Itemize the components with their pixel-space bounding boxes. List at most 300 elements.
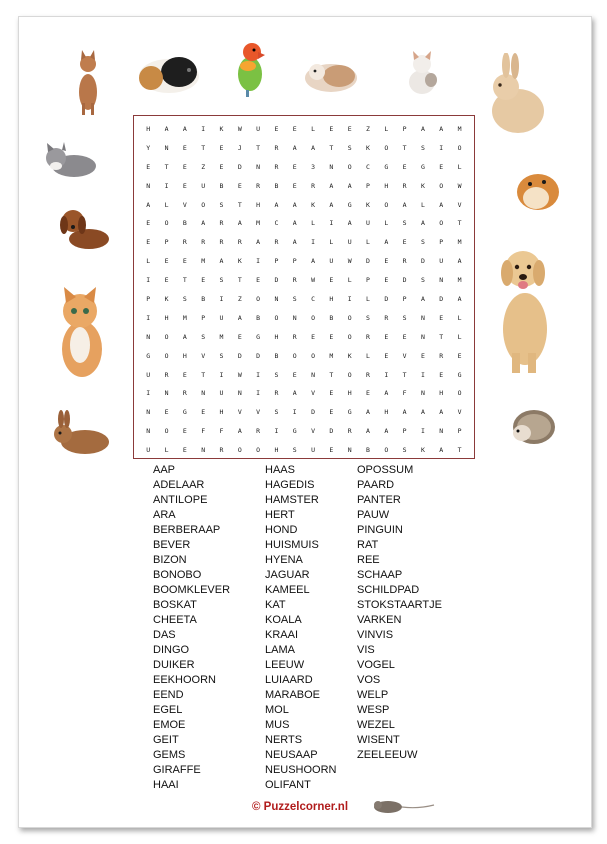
word-list-item: VARKEN (357, 614, 402, 626)
grid-letter: E (237, 332, 242, 341)
grid-letter: V (237, 408, 242, 417)
grid-letter: R (402, 257, 407, 266)
word-list-item: ZEELEEUW (357, 749, 418, 761)
grid-letter: S (219, 200, 224, 209)
word-list-item: VOS (357, 674, 381, 686)
grid-letter: R (439, 351, 444, 360)
word-list-item: VIS (357, 644, 375, 656)
grid-letter: E (347, 125, 352, 133)
grid-letter: L (366, 238, 370, 247)
grid-letter: O (384, 200, 389, 209)
grid-letter: H (256, 200, 261, 209)
word-list-item: ADELAAR (153, 479, 205, 491)
grid-letter: T (329, 143, 334, 152)
grid-letter: K (366, 143, 370, 152)
grid-letter: O (256, 295, 261, 304)
word-list-item: REE (357, 554, 380, 566)
grid-letter: R (366, 332, 370, 341)
grid-row (140, 290, 468, 309)
grid-letter: A (237, 219, 242, 228)
grid-letter: I (384, 370, 389, 379)
grid-letter: S (219, 351, 224, 360)
grid-letter: T (457, 219, 462, 228)
grid-letter: H (384, 181, 389, 190)
grid-letter: L (457, 162, 462, 171)
grid-letter: E (146, 219, 151, 228)
grid-letter: E (366, 389, 370, 398)
grid-letter: L (366, 295, 370, 304)
grid-letter: I (274, 427, 279, 436)
grid-letter: N (146, 427, 151, 436)
grid-letter: R (366, 370, 370, 379)
grid-letter: H (439, 389, 444, 398)
grid-letter: D (329, 427, 334, 436)
word-list-item: WEZEL (357, 719, 395, 731)
grid-letter: A (274, 200, 279, 209)
grid-letter: S (274, 370, 279, 379)
grid-letter: A (384, 238, 389, 247)
grid-letter: G (292, 427, 297, 436)
grid-letter: N (146, 408, 151, 417)
grid-letter: D (420, 257, 425, 266)
grid-letter: N (292, 313, 297, 322)
kitten-orange-picture (52, 285, 110, 385)
grid-row (140, 214, 468, 233)
grid-letter: E (201, 408, 206, 417)
grid-letter: E (402, 162, 407, 171)
grid-letter: D (237, 162, 242, 171)
grid-letter: U (201, 181, 206, 190)
grid-letter: K (420, 181, 425, 190)
grid-row (140, 309, 468, 328)
grid-letter: L (457, 313, 462, 322)
grid-letter: E (146, 238, 151, 247)
grid-letter: L (311, 125, 316, 133)
grid-row (140, 196, 468, 215)
grid-letter: A (457, 295, 462, 304)
puppy-dachshund-picture (55, 205, 113, 253)
grid-letter: E (256, 276, 261, 285)
rabbit-sitting-picture (482, 53, 548, 137)
grid-letter: E (329, 446, 334, 455)
word-list-item: HAGEDIS (265, 479, 315, 491)
word-list-item: HAAI (153, 779, 179, 791)
grid-letter: G (256, 332, 261, 341)
grid-letter: B (201, 295, 206, 304)
grid-letter: N (164, 143, 169, 152)
word-list-item: WISENT (357, 734, 400, 746)
grid-letter: M (182, 313, 187, 322)
grid-letter: P (402, 427, 407, 436)
word-list-item: GIRAFFE (153, 764, 201, 776)
grid-letter: S (402, 219, 407, 228)
grid-letter: K (311, 200, 316, 209)
grid-letter: M (457, 276, 462, 285)
word-list-item: VOGEL (357, 659, 395, 671)
grid-letter: N (420, 313, 425, 322)
grid-letter: A (201, 219, 206, 228)
grid-letter: U (329, 257, 334, 266)
word-list-item: WESP (357, 704, 390, 716)
grid-letter: E (182, 446, 187, 455)
grid-letter: E (182, 162, 187, 171)
grid-row (140, 328, 468, 347)
grid-letter: F (219, 427, 224, 436)
word-list-item: WELP (357, 689, 389, 701)
grid-letter: H (384, 408, 389, 417)
grid-letter: O (256, 446, 261, 455)
word-list-item: HYENA (265, 554, 303, 566)
grid-letter: O (164, 332, 169, 341)
grid-letter: A (292, 200, 297, 209)
grid-letter: E (146, 162, 151, 171)
grid-letter: E (402, 332, 407, 341)
grid-letter: A (146, 200, 151, 209)
grid-letter: L (384, 125, 389, 133)
grid-letter: E (274, 125, 279, 133)
grid-letter: S (366, 313, 370, 322)
grid-letter: A (439, 408, 444, 417)
word-list-item: LEEUW (265, 659, 305, 671)
grid-letter: A (256, 238, 261, 247)
grid-letter: T (182, 276, 187, 285)
grid-letter: E (182, 181, 187, 190)
grid-letter: K (347, 351, 352, 360)
grid-letter: I (256, 370, 261, 379)
grid-letter: I (347, 295, 352, 304)
grid-letter: N (274, 295, 279, 304)
grid-letter: G (347, 408, 352, 417)
grid-letter: E (457, 351, 462, 360)
cat-abyssinian-picture (70, 48, 106, 116)
grid-letter: A (237, 313, 242, 322)
grid-letter: G (182, 408, 187, 417)
grid-letter: P (164, 238, 169, 247)
grid-letter: L (347, 276, 352, 285)
grid-letter: S (402, 446, 407, 455)
grid-row (140, 403, 468, 422)
grid-letter: H (329, 295, 334, 304)
mouse-picture (370, 795, 436, 815)
grid-letter: S (182, 295, 187, 304)
word-list-item: BEVER (153, 539, 191, 551)
grid-letter: A (439, 200, 444, 209)
grid-letter: N (201, 389, 206, 398)
grid-letter: O (164, 427, 169, 436)
word-list-item: EEKHOORN (153, 674, 216, 686)
grid-letter: E (439, 162, 444, 171)
grid-letter: S (292, 446, 297, 455)
grid-row (140, 252, 468, 271)
grid-letter: N (146, 332, 151, 341)
grid-letter: P (439, 238, 444, 247)
grid-letter: H (347, 389, 352, 398)
grid-row (140, 271, 468, 290)
grid-letter: O (164, 351, 169, 360)
word-list-item: GEMS (153, 749, 186, 761)
grid-letter: A (402, 408, 407, 417)
grid-letter: N (201, 446, 206, 455)
grid-letter: V (457, 200, 462, 209)
grid-letter: R (292, 276, 297, 285)
word-list-item: PAUW (357, 509, 390, 521)
grid-letter: I (420, 427, 425, 436)
grid-row (140, 139, 468, 158)
grid-letter: E (402, 238, 407, 247)
hedgehog-picture (508, 405, 556, 447)
grid-letter: O (439, 219, 444, 228)
grid-letter: H (219, 408, 224, 417)
grid-letter: A (384, 427, 389, 436)
word-list-item: NERTS (265, 734, 303, 746)
word-list-item: DAS (153, 629, 176, 641)
grid-letter: C (274, 219, 279, 228)
grid-letter: E (384, 351, 389, 360)
word-list-item: CHEETA (153, 614, 197, 626)
word-list-item: BOSKAT (153, 599, 197, 611)
grid-letter: M (457, 238, 462, 247)
grid-letter: E (329, 332, 334, 341)
grid-row (140, 441, 468, 460)
grid-letter: A (439, 125, 444, 133)
grid-letter: N (420, 332, 425, 341)
grid-letter: O (347, 162, 352, 171)
grid-letter: R (402, 181, 407, 190)
grid-letter: T (201, 370, 206, 379)
grid-letter: H (274, 332, 279, 341)
grid-letter: W (347, 257, 352, 266)
grid-letter: O (237, 446, 242, 455)
word-list-item: VINVIS (357, 629, 394, 641)
grid-letter: O (384, 143, 389, 152)
word-list-item: MUS (265, 719, 290, 731)
letter-grid (140, 120, 468, 460)
grid-letter: K (366, 200, 370, 209)
grid-letter: S (274, 408, 279, 417)
grid-letter: D (237, 351, 242, 360)
grid-letter: I (311, 238, 316, 247)
grid-letter: S (347, 143, 352, 152)
grid-letter: E (292, 162, 297, 171)
grid-letter: N (329, 162, 334, 171)
grid-letter: P (366, 276, 370, 285)
grid-letter: O (164, 219, 169, 228)
grid-letter: G (420, 162, 425, 171)
grid-letter: P (366, 181, 370, 190)
grid-letter: L (164, 446, 169, 455)
grid-letter: I (146, 313, 151, 322)
grid-letter: E (292, 181, 297, 190)
word-list-item: HERT (265, 509, 295, 521)
grid-letter: B (366, 446, 370, 455)
grid-letter: P (146, 295, 151, 304)
grid-letter: 3 (311, 162, 316, 171)
grid-letter: A (329, 181, 334, 190)
word-list-item: NEUSAAP (265, 749, 318, 761)
word-list-item: PINGUIN (357, 524, 403, 536)
grid-letter: D (402, 276, 407, 285)
grid-letter: I (292, 408, 297, 417)
grid-letter: T (237, 276, 242, 285)
grid-letter: G (146, 351, 151, 360)
grid-letter: V (311, 427, 316, 436)
grid-letter: L (311, 219, 316, 228)
grid-letter: N (347, 446, 352, 455)
hamster-longhair-picture (303, 56, 359, 94)
word-list-item: HAMSTER (265, 494, 319, 506)
grid-letter: R (182, 238, 187, 247)
word-list-item: MOL (265, 704, 289, 716)
kitten-white-picture (403, 50, 441, 96)
grid-letter: O (457, 143, 462, 152)
grid-letter: I (329, 219, 334, 228)
copyright-footer: © Puzzelcorner.nl (252, 801, 349, 813)
grid-letter: R (219, 446, 224, 455)
word-list-item: AAP (153, 464, 176, 476)
grid-letter: C (311, 295, 316, 304)
grid-letter: E (164, 257, 169, 266)
grid-letter: E (237, 181, 242, 190)
grid-letter: A (292, 238, 297, 247)
word-list-item: ANTILOPE (153, 494, 208, 506)
grid-letter: E (439, 313, 444, 322)
grid-letter: E (329, 389, 334, 398)
grid-letter: A (347, 181, 352, 190)
word-list-item: RAT (357, 539, 379, 551)
grid-letter: H (182, 351, 187, 360)
word-list-item: SCHILDPAD (357, 584, 420, 596)
grid-letter: W (237, 125, 242, 133)
grid-letter: I (439, 143, 444, 152)
grid-row (140, 233, 468, 252)
grid-row (140, 347, 468, 366)
grid-letter: T (201, 143, 206, 152)
grid-letter: V (457, 408, 462, 417)
grid-letter: T (329, 370, 334, 379)
word-list-item: HAAS (265, 464, 295, 476)
grid-letter: I (256, 257, 261, 266)
grid-letter: I (256, 389, 261, 398)
grid-letter: A (420, 125, 425, 133)
grid-letter: N (420, 389, 425, 398)
word-list-item: STOKSTAARTJE (357, 599, 442, 611)
grid-letter: I (219, 370, 224, 379)
grid-letter: R (311, 181, 316, 190)
grid-letter: N (311, 370, 316, 379)
word-list-item: LAMA (265, 644, 295, 656)
grid-letter: P (457, 427, 462, 436)
word-list-item: HUISMUIS (265, 539, 319, 551)
grid-letter: P (292, 257, 297, 266)
grid-letter: D (439, 295, 444, 304)
grid-letter: B (182, 219, 187, 228)
grid-letter: U (146, 370, 151, 379)
grid-letter: A (311, 257, 316, 266)
grid-letter: C (366, 162, 370, 171)
grid-letter: E (292, 125, 297, 133)
grid-row (140, 384, 468, 403)
grid-letter: L (164, 200, 169, 209)
grid-letter: E (329, 125, 334, 133)
grid-letter: S (292, 295, 297, 304)
grid-letter: N (256, 162, 261, 171)
grid-letter: O (439, 181, 444, 190)
grid-letter: T (237, 200, 242, 209)
grid-letter: T (402, 143, 407, 152)
grid-letter: L (420, 200, 425, 209)
grid-letter: M (219, 332, 224, 341)
grid-letter: A (292, 389, 297, 398)
grid-letter: T (457, 446, 462, 455)
grid-letter: A (439, 446, 444, 455)
grid-letter: B (219, 181, 224, 190)
grid-letter: E (329, 408, 334, 417)
grid-letter: A (164, 125, 169, 133)
grid-letter: E (420, 351, 425, 360)
grid-letter: R (274, 389, 279, 398)
word-list-item: OPOSSUM (357, 464, 414, 476)
grid-letter: R (219, 238, 224, 247)
rabbit-brown-picture (49, 410, 111, 456)
grid-letter: G (347, 200, 352, 209)
grid-letter: E (384, 276, 389, 285)
grid-letter: A (420, 408, 425, 417)
word-list-column-2 (265, 463, 337, 793)
grid-letter: N (439, 427, 444, 436)
grid-letter: S (201, 332, 206, 341)
grid-letter: Z (237, 295, 242, 304)
grid-letter: A (402, 200, 407, 209)
grid-letter: V (201, 351, 206, 360)
grid-letter: D (311, 408, 316, 417)
grid-letter: T (256, 143, 261, 152)
grid-letter: P (402, 295, 407, 304)
word-list-item: PANTER (357, 494, 401, 506)
grid-letter: W (311, 276, 316, 285)
word-list-item: SCHAAP (357, 569, 403, 581)
grid-letter: J (237, 143, 242, 152)
grid-letter: L (146, 257, 151, 266)
grid-row (140, 422, 468, 441)
grid-letter: E (311, 332, 316, 341)
grid-letter: G (384, 162, 389, 171)
grid-letter: E (182, 143, 187, 152)
grid-letter: A (311, 143, 316, 152)
grid-letter: M (329, 351, 334, 360)
cat-grey-lying-picture (42, 140, 100, 180)
grid-letter: N (237, 389, 242, 398)
grid-letter: A (237, 427, 242, 436)
grid-letter: V (256, 408, 261, 417)
grid-letter: T (164, 162, 169, 171)
grid-letter: R (292, 332, 297, 341)
grid-letter: U (439, 257, 444, 266)
grid-letter: E (201, 276, 206, 285)
grid-letter: I (201, 125, 206, 133)
grid-letter: I (146, 389, 151, 398)
grid-letter: R (256, 181, 261, 190)
grid-letter: R (237, 238, 242, 247)
grid-letter: A (457, 257, 462, 266)
word-list-item: BONOBO (153, 569, 202, 581)
word-list-item: EMOE (153, 719, 186, 731)
grid-letter: E (182, 370, 187, 379)
grid-letter: P (274, 257, 279, 266)
grid-letter: A (292, 219, 297, 228)
grid-letter: P (201, 313, 206, 322)
grid-letter: U (366, 219, 370, 228)
grid-letter: O (274, 313, 279, 322)
